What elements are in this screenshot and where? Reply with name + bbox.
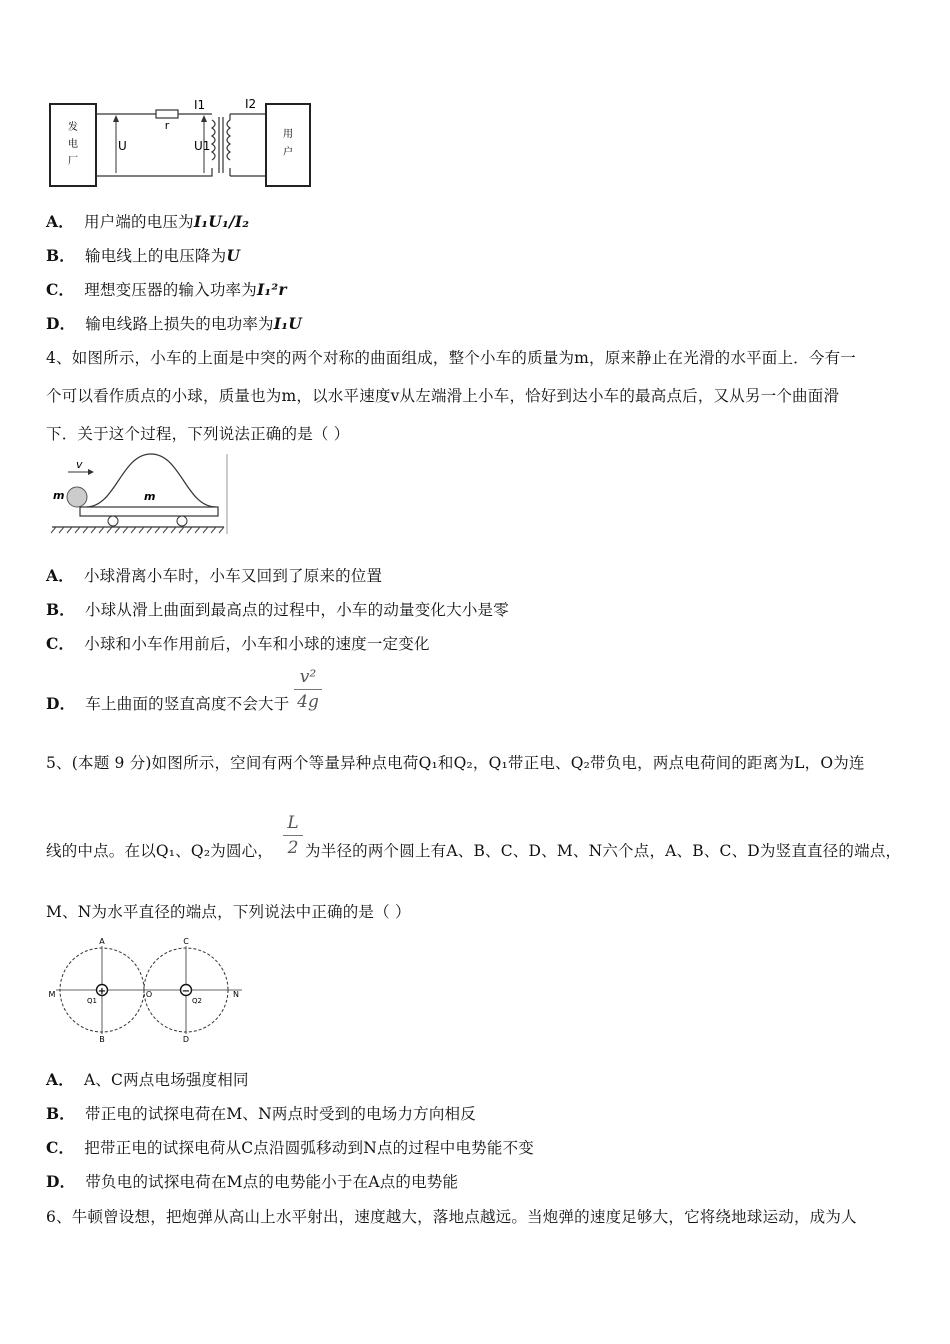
q4-option-c[interactable] — [46, 634, 430, 654]
r-label: r — [164, 119, 170, 132]
q5-option-a[interactable] — [46, 1070, 249, 1090]
q5-radius-fraction — [283, 812, 303, 859]
minus-sign: − — [181, 986, 191, 997]
option-letter: B． — [46, 1104, 76, 1123]
point-C-label: C — [183, 937, 189, 946]
option-letter: D． — [46, 1172, 76, 1191]
fraction-denominator: 4g — [297, 692, 319, 712]
q6-stem-line-1: 6、牛顿曾设想，把炮弹从高山上水平射出，速度越大，落地点越远。当炮弹的速度足够大，它将绕地球运动，成为人 — [46, 1208, 857, 1226]
option-text: 小球从滑上曲面到最高点的过程中，小车的动量变化大小是零 — [85, 601, 509, 619]
q5-option-c[interactable] — [46, 1138, 534, 1158]
q5-line2-pre: 线的中点。在以Q₁、Q₂为圆心， — [46, 842, 274, 860]
option-text: 带正电的试探电荷在M、N两点时受到的电场力方向相反 — [85, 1105, 476, 1123]
point-N-label: N — [233, 990, 239, 999]
q4-d-fraction — [294, 666, 322, 713]
option-text: 理想变压器的输入功率为 — [84, 281, 257, 299]
option-letter: A． — [46, 1070, 74, 1089]
option-letter: C． — [46, 280, 75, 299]
q5-line2-post: 为半径的两个圆上有A、B、C、D、M、N六个点，A、B、C、D为竖直直径的端点， — [305, 842, 902, 860]
option-letter: B． — [46, 600, 76, 619]
point-A-label: A — [99, 937, 105, 946]
plant-label-1: 发 — [68, 122, 78, 133]
q4-option-a[interactable] — [46, 566, 382, 586]
option-letter: C． — [46, 1138, 75, 1157]
q3-option-a[interactable] — [46, 212, 249, 232]
q4-stem-line-3: 下．关于这个过程，下列说法正确的是（ ） — [46, 425, 350, 443]
q4-stem-line-1: 4、如图所示，小车的上面是中突的两个对称的曲面组成，整个小车的质量为m，原来静止在光滑的水平面上．今有一 — [46, 349, 856, 367]
option-text: 把带正电的试探电荷从C点沿圆弧移动到N点的过程中电势能不变 — [84, 1139, 534, 1157]
option-letter: D． — [46, 314, 76, 333]
point-O-label: O — [145, 990, 153, 999]
q3-transformer-circuit-figure — [46, 95, 316, 195]
fraction-numerator: L — [287, 813, 299, 833]
option-text: 用户端的电压为 — [83, 213, 194, 231]
point-D-label: D — [182, 1035, 190, 1044]
option-text: 车上曲面的竖直高度不会大于 — [85, 695, 290, 713]
option-text: 小球和小车作用前后，小车和小球的速度一定变化 — [84, 635, 430, 653]
user-label-1: 用 — [283, 129, 293, 140]
plus-sign: + — [97, 986, 107, 997]
q3-option-b[interactable] — [46, 246, 240, 266]
q5-stem-line-1: 5、(本题 9 分)如图所示，空间有两个等量异种点电荷Q₁和Q₂，Q₁带正电、Q₂带负电，两点电荷间的距离为L，O为连 — [46, 754, 865, 772]
option-text: 小球滑离小车时，小车又回到了原来的位置 — [83, 567, 383, 585]
U1-label: U1 — [194, 139, 211, 153]
option-letter: A． — [46, 212, 74, 231]
q3-option-c[interactable] — [46, 280, 287, 300]
fraction-bar — [283, 835, 303, 836]
Q1-label: Q1 — [87, 997, 97, 1005]
q4-option-d[interactable] — [46, 694, 289, 714]
option-letter: B． — [46, 246, 76, 265]
option-formula: U — [226, 246, 241, 265]
q4-stem-line-2: 个可以看作质点的小球，质量也为m，以水平速度v从左端滑上小车，恰好到达小车的最高点后，又从另一个曲面滑 — [46, 387, 840, 405]
q4-cart-ball-figure — [46, 452, 230, 536]
q5-stem-line-2 — [46, 841, 901, 861]
option-formula: I₁U₁/I₂ — [193, 212, 250, 231]
option-formula: I₁²r — [256, 280, 287, 299]
I2-label: I2 — [245, 97, 257, 111]
Q2-label: Q2 — [192, 997, 202, 1005]
option-text: 带负电的试探电荷在M点的电势能小于在A点的电势能 — [85, 1173, 459, 1191]
option-text: A、C两点电场强度相同 — [83, 1071, 249, 1089]
cart-m-label: m — [144, 490, 156, 503]
user-label-2: 户 — [283, 147, 293, 158]
q5-option-d[interactable] — [46, 1172, 458, 1192]
ball-m-label: m — [53, 489, 65, 502]
option-formula: I₁U — [273, 314, 302, 333]
q4-option-b[interactable] — [46, 600, 509, 620]
q5-stem-line-3: M、N为水平直径的端点，下列说法中正确的是（ ） — [46, 903, 411, 921]
fraction-bar — [294, 689, 322, 690]
I1-label: I1 — [194, 98, 206, 112]
option-letter: D． — [46, 694, 76, 713]
v-label: v — [76, 458, 83, 471]
option-letter: A． — [46, 566, 74, 585]
option-text: 输电线路上损失的电功率为 — [85, 315, 274, 333]
q3-option-d[interactable] — [46, 314, 302, 334]
fraction-denominator: 2 — [287, 838, 299, 858]
plant-label-2: 电 — [68, 139, 78, 150]
point-M-label: M — [48, 990, 56, 999]
option-text: 输电线上的电压降为 — [85, 247, 227, 265]
plant-label-3: 厂 — [68, 156, 78, 167]
U-label: U — [118, 139, 127, 153]
option-letter: C． — [46, 634, 75, 653]
q5-two-charges-figure — [46, 934, 246, 1046]
q5-option-b[interactable] — [46, 1104, 476, 1124]
fraction-numerator: v² — [299, 667, 317, 687]
point-B-label: B — [99, 1035, 105, 1044]
